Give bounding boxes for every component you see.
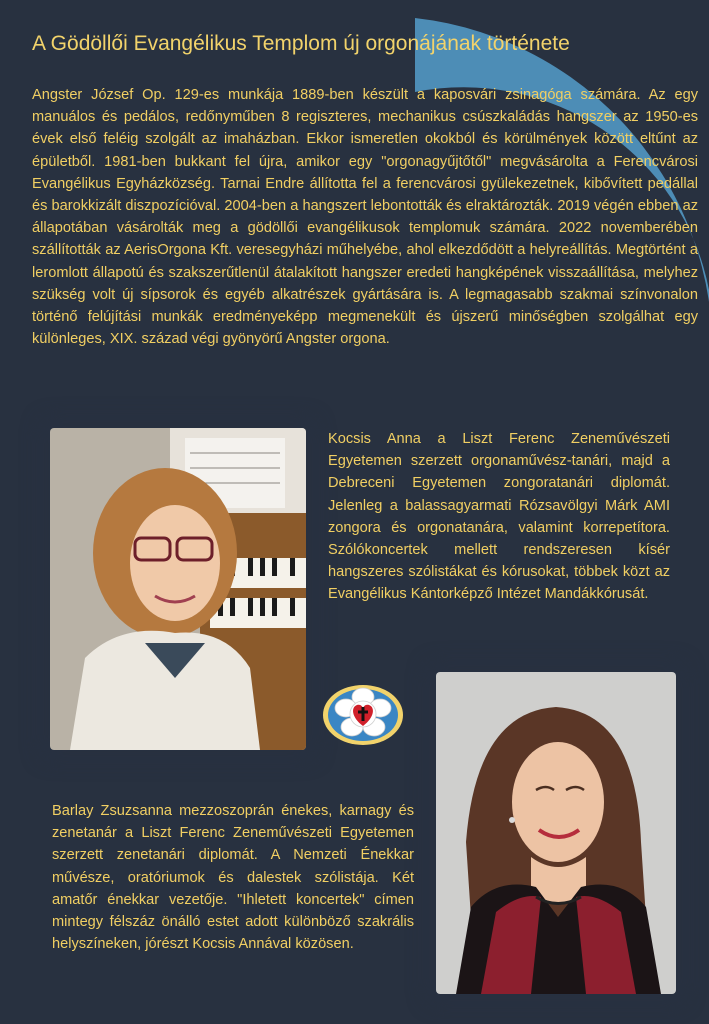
photo-kocsis-anna: [50, 428, 306, 750]
organ-history-text: Angster József Op. 129-es munkája 1889-ben készült a kaposvári zsinagóga számára. Az egy manuálos és pedálos, redőnyműben 8 regiszteres, mechanikus csúszkaládás hangszer az 1950-es évek első feléig szolgált az imaházban. Ekkor ismeretlen okokból és körülmények között eltűnt az épületből. 1981-ben bukkant fel újra, amikor egy "orgonagyűjtőtől" megvásárolta a Ferencvárosi Evangélikus Egyházközség. Tarnai Endre állította fel a ferencvárosi gyülekezetnek, kibővített pedállal és barokkizált diszpozícióval. 2004-ben a hangszert lebontották és elraktározták. 2019 végén ebben az állapotában vásárolták meg a gödöllői evangélikusok templomuk számára. 2022 novemberében szállították az AerisOrgona Kft. veresegyházi műhelyébe, ahol elkezdődött a helyreállítás. Megtörtént a leromlott állapotú és szakszerűtlenül átalakított hangszer eredeti hangképének visszaállítása, melyhez szükség volt új sípsorok és egyéb alkatrészek gyártására is. A legmagasabb szakmai színvonalon történő felújítási munkák eredményeképp megmenekült és újszerű minőségben szolgálhat egy különleges, XIX. század végi gyönyörű Angster orgona.: [32, 87, 698, 348]
luther-rose-icon: [321, 683, 405, 747]
photo-barlay-zsuzsanna: [436, 672, 676, 994]
bio-kocsis-anna: Kocsis Anna a Liszt Ferenc Zeneművészeti Egyetemen szerzett orgonaművész-tanári, majd a Debreceni Egyetemen zongoratanári diplomát. Jelenleg a balassagyarmati Rózsavölgyi Márk AMI zongora és orgonatanára, valamint korrepetítora. Szólókoncertek mellett rendszeresen kísér hangszeres szólistákat és kórusokat, többek közt az Evangélikus Kántorképző Intézet Mandákkórusát.: [328, 431, 670, 603]
bio-barlay-zsuzsanna: Barlay Zsuzsanna mezzoszoprán énekes, karnagy és zenetanár a Liszt Ferenc Zeneművészeti Egyetemen szerzett zenetanári diplomát. A Nemzeti Énekkar művésze, oratóriumok és dalestek szólistája. Két amatőr énekkar vezetője. "Ihletett koncertek" címen mintegy félszáz önálló estet adott különböző szakrális helyszíneken, jórészt Kocsis Annával közösen.: [52, 803, 414, 953]
page-title: A Gödöllői Evangélikus Templom új orgonájának története: [32, 32, 570, 55]
